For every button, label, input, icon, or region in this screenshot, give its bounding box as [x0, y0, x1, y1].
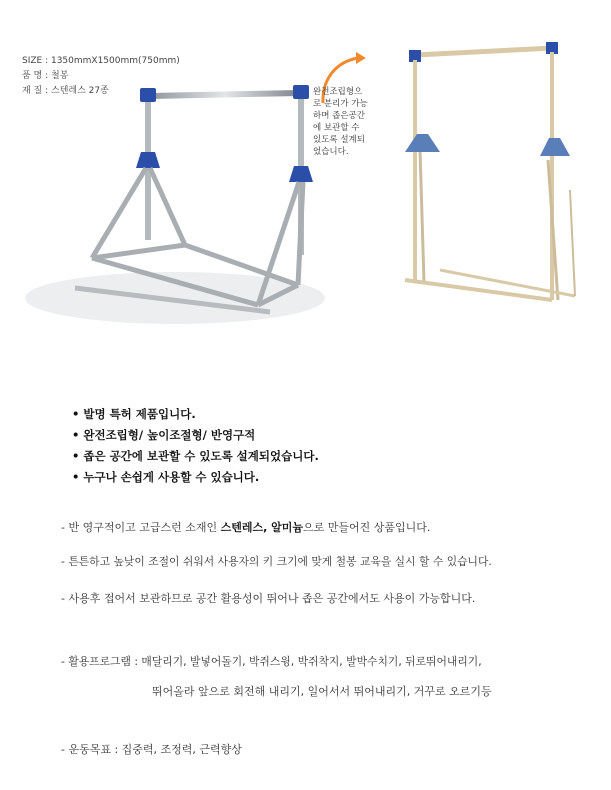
description-line-3: - 사용후 접어서 보관하므로 공간 활용성이 뛰어나 좁은 공간에서도 사용이 가능합니다. — [61, 592, 476, 605]
description-text: - 반 영구적이고 고급스런 소재인 — [61, 521, 221, 534]
spec-material: 재 질 : 스텐레스 27종 — [22, 86, 109, 96]
callout-text — [313, 86, 393, 158]
callout-line: 있도록 설계되 — [313, 135, 365, 145]
bullet-item: • 좁은 공간에 보관할 수 있도록 설계되었습니다. — [72, 449, 319, 463]
description-text: 으로 만들어진 상품입니다. — [302, 521, 431, 534]
description-line-1 — [61, 519, 430, 535]
callout-line: 로 분리가 가능 — [313, 99, 368, 109]
description-line-2: - 튼튼하고 높낮이 조절이 쉬워서 사용자의 키 크기에 맞게 철봉 교육을 실시 할 수 있습니다. — [61, 555, 492, 568]
callout-line: 었습니다. — [313, 147, 349, 157]
bullet-item: • 완전조립형/ 높이조절형/ 반영구적 — [72, 428, 256, 442]
feature-bullets — [72, 404, 319, 488]
programs-line-1: - 활용프로그램 : 매달리기, 발넣어돌기, 박쥐스윙, 박쥐착지, 발박수치기, 뒤로뛰어내리기, — [61, 655, 482, 668]
spec-size: SIZE : 1350mmX1500mm(750mm) — [22, 56, 180, 66]
callout-line: 완전조립형으 — [313, 87, 363, 97]
programs-line-2: 뛰어올라 앞으로 회전해 내리기, 일어서서 뛰어내리기, 거꾸로 오르기등 — [152, 685, 492, 698]
exercise-goal: - 운동목표 : 집중력, 조정력, 근력향상 — [61, 743, 242, 756]
bullet-item: • 발명 특허 제품입니다. — [72, 407, 196, 421]
folding-frame-image — [405, 42, 575, 300]
bullet-item: • 누구나 손쉽게 사용할 수 있습니다. — [72, 470, 260, 484]
material-highlight: 스텐레스, 알미늄 — [220, 521, 303, 534]
callout-line: 에 보관할 수 — [313, 123, 360, 133]
spec-name: 품 명 : 철봉 — [22, 71, 69, 81]
callout-line: 하며 좁은공간 — [313, 111, 365, 121]
